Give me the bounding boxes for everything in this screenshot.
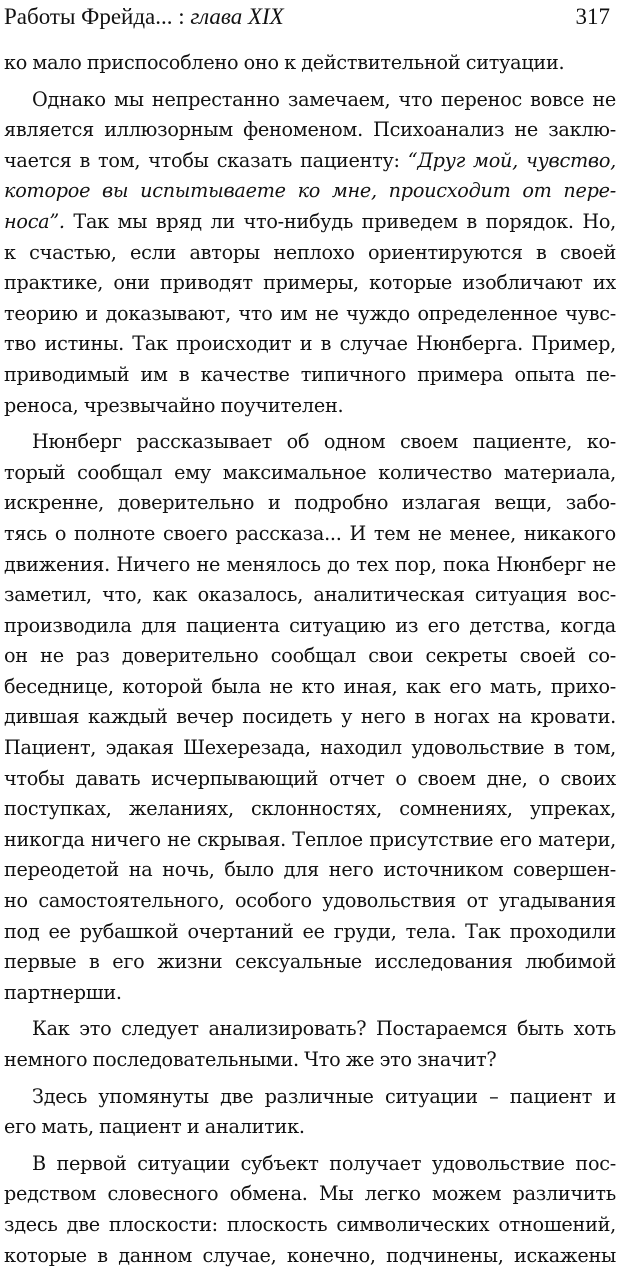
text-line: никогда ничего не скрывая. Теплое присутствие его матери, — [4, 827, 616, 851]
text-line: приводимый им в качестве типичного примера опыта пе- — [4, 362, 616, 386]
chapter-label: глава XIX — [190, 4, 284, 29]
text-line: беседнице, которой была не кто иная, как его мать, прихо- — [4, 674, 616, 698]
italic-quote: которое вы испытываете ко мне, происходит от пере- — [4, 179, 616, 203]
text-line: партнерши. — [4, 980, 122, 1004]
text-run: Так мы вряд ли что-нибудь приведем в порядок. Но, — [64, 209, 616, 233]
text-line: движения. Ничего не менялось до тех пор, пока Нюнберг не — [4, 552, 616, 576]
text-line: под ее рубашкой очертаний ее груди, тела. Так проходили — [4, 919, 616, 943]
text-line: практике, они приводят примеры, которые изобличают их — [4, 271, 616, 295]
text-line: редством словесного обмена. Мы легко можем различить — [4, 1182, 616, 1206]
text-line: искренне, доверительно и подробно излагая вещи, забо- — [4, 491, 616, 515]
text-line: реноса, чрезвычайно поучителен. — [4, 393, 344, 417]
paragraph — [4, 1014, 616, 1075]
text-line: здесь две плоскости: плоскость символических отношений, — [4, 1212, 616, 1236]
text-line: чтобы давать исчерпывающий отчет о своем дне, о своих — [4, 766, 616, 790]
text-line: дившая каждый вечер посидеть у него в ногах на кровати. — [4, 705, 616, 729]
page-number: 317 — [575, 4, 610, 29]
text-line: к счастью, если авторы неплохо ориентируются в своей — [4, 240, 616, 264]
text-line: но самостоятельного, особого удовольствия от угадывания — [4, 889, 616, 913]
text-line: Пациент, эдакая Шехерезада, находил удовольствие в том, — [4, 736, 616, 760]
text-line: теорию и доказывают, что им не чуждо определенное чувс- — [4, 301, 616, 325]
text-line — [4, 207, 616, 238]
text-run: чается в том, чтобы сказать пациенту: — [4, 148, 408, 172]
running-header — [4, 0, 616, 48]
paragraph — [4, 85, 616, 422]
paragraph — [4, 1082, 616, 1143]
text-line: немного последовательными. Что же это значит? — [4, 1048, 497, 1071]
paragraph — [4, 1149, 616, 1271]
text-line: поступках, желаниях, склонностях, сомнениях, упреках, — [4, 797, 616, 821]
text-line: первые в его жизни сексуальные исследования любимой — [4, 950, 616, 974]
text-line: которые в данном случае, конечно, подчинены, искажены — [4, 1243, 616, 1267]
text-line: переодетой на ночь, было для него источником совершен- — [4, 858, 616, 882]
body-text — [4, 48, 616, 1271]
italic-quote: носа”. — [4, 209, 65, 233]
running-title: Работы Фрейда... : глава XIX — [4, 4, 284, 29]
text-line: является иллюзорным феноменом. Психоанализ не заклю- — [4, 118, 616, 142]
text-line: Как это следует анализировать? Постараемся быть хоть — [32, 1017, 616, 1041]
text-line: Здесь упомянуты две различные ситуации – пациент и — [32, 1084, 616, 1108]
text-line: тясь о полноте своего рассказа... И тем не менее, никакого — [4, 521, 616, 545]
text-line: Нюнберг рассказывает об одном своем пациенте, ко- — [32, 430, 616, 454]
paragraph — [4, 427, 616, 1008]
text-line — [4, 176, 616, 207]
text-line: В первой ситуации субъект получает удовольствие пос- — [32, 1151, 616, 1175]
text-line: Однако мы непрестанно замечаем, что перенос вовсе не — [32, 87, 616, 111]
text-line: производила для пациента ситуацию из его детства, когда — [4, 613, 616, 637]
text-line: тво истины. Так происходит и в случае Нюнберга. Пример, — [4, 332, 616, 356]
italic-quote: “Друг мой, чувство, — [407, 148, 616, 172]
text-line: ко мало приспособлено оно к действительной ситуации. — [4, 51, 565, 74]
text-line: он не раз доверительно сообщал свои секреты своей со- — [4, 644, 616, 668]
paragraph — [4, 48, 616, 79]
text-line — [4, 146, 616, 177]
text-line: торый сообщал ему максимальное количество материала, — [4, 460, 616, 484]
text-line: заметил, что, как оказалось, аналитическая ситуация вос- — [4, 583, 616, 607]
text-line: его мать, пациент и аналитик. — [4, 1115, 305, 1139]
